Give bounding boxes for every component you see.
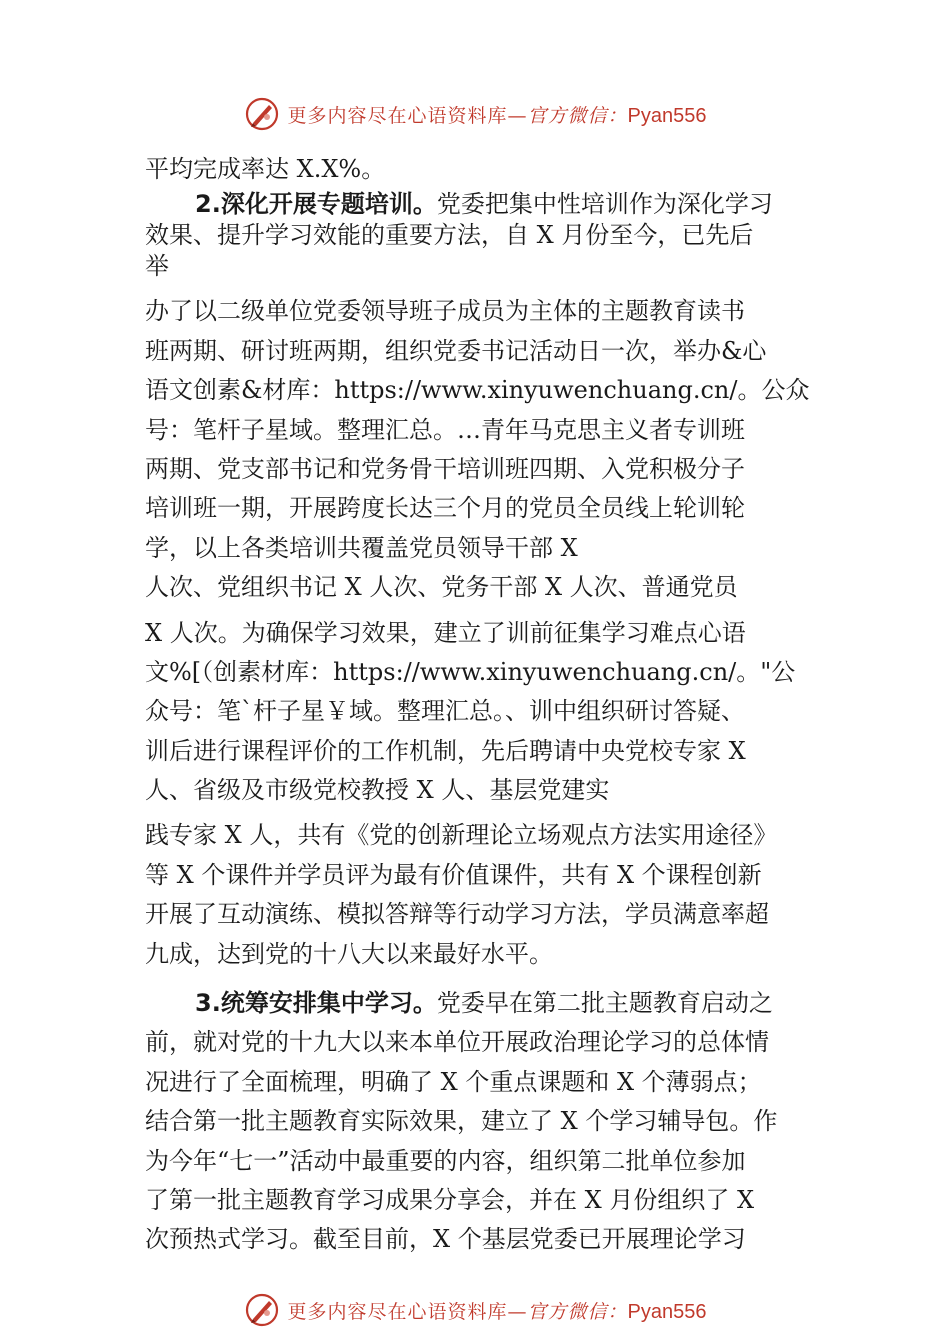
- watermark-wechat-id: Pyan556: [627, 1300, 707, 1323]
- paragraph-2-heading: 2.深化开展专题培训。: [195, 190, 437, 219]
- watermark-header: [0, 94, 950, 134]
- paragraph-2-line-9: 培训班一期，开展跨度长达三个月的党员全员线上轮训轮: [145, 494, 745, 523]
- paragraph-2-line-10: 学，以上各类培训共覆盖党员领导干部 X: [145, 533, 578, 562]
- paragraph-3-line-7: 次预热式学习。截至目前，X 个基层党委已开展理论学习: [145, 1225, 746, 1254]
- paragraph-2-line-19: 开展了互动演练、模拟答辩等行动学习方法，学员满意率超: [145, 900, 769, 929]
- pen-logo-icon: [244, 1292, 280, 1328]
- paragraph-2-line-14: 众号：笔`杆子星￥域。整理汇总。、训中组织研讨答疑、: [145, 697, 745, 726]
- paragraph-2-line-7: 号：笔杆子星域。整理汇总。…青年马克思主义者专训班: [145, 415, 745, 444]
- watermark-title: 更多内容尽在心语资料库: [287, 104, 508, 127]
- paragraph-3-line-5: 为今年“七一”活动中最重要的内容，组织第二批单位参加: [145, 1146, 746, 1175]
- watermark-official: 官方微信：: [527, 104, 628, 127]
- paragraph-2-line-2: 效果、提升学习效能的重要方法，自 X 月份至今，已先后: [145, 221, 754, 250]
- watermark-text: [288, 1297, 707, 1324]
- paragraph-2-line-12: X 人次。为确保学习效果，建立了训前征集学习难点心语: [145, 618, 746, 647]
- watermark-official: 官方微信：: [527, 1300, 628, 1323]
- paragraph-2-line-13: 文%[（创素材库：https://www.xinyuwenchuang.cn/。"公: [145, 657, 796, 686]
- paragraph-2-line-8: 两期、党支部书记和党务骨干培训班四期、入党积极分子: [145, 454, 745, 483]
- paragraph-2-line-3: 举: [145, 252, 169, 281]
- document-body: [145, 150, 810, 1260]
- watermark-title: 更多内容尽在心语资料库: [287, 1300, 508, 1323]
- watermark-separator: —: [507, 1300, 528, 1323]
- paragraph-2-line-4: 办了以二级单位党委领导班子成员为主体的主题教育读书: [145, 297, 745, 326]
- paragraph-2-line-1: [145, 189, 810, 220]
- watermark-wechat-id: Pyan556: [627, 104, 707, 127]
- paragraph-3-line-6: 了第一批主题教育学习成果分享会，并在 X 月份组织了 X: [145, 1185, 755, 1214]
- paragraph-2-line-16: 人、省级及市级党校教授 X 人、基层党建实: [145, 776, 610, 805]
- paragraph-2-text-1: 党委把集中性培训作为深化学习: [436, 190, 773, 219]
- watermark-footer: [0, 1290, 950, 1330]
- pen-logo-icon: [244, 96, 280, 132]
- paragraph-2-line-20: 九成，达到党的十八大以来最好水平。: [145, 939, 553, 968]
- paragraph-2-line-15: 训后进行课程评价的工作机制，先后聘请中央党校专家 X: [145, 736, 746, 765]
- paragraph-2-line-5: 班两期、研讨班两期，组织党委书记活动日一次，举办&心: [145, 336, 767, 365]
- paragraph-3-line-4: 结合第一批主题教育实际效果，建立了 X 个学习辅导包。作: [145, 1107, 778, 1136]
- paragraph-2-line-11: 人次、党组织书记 X 人次、党务干部 X 人次、普通党员: [145, 573, 738, 602]
- paragraph-3-line-2: 前，就对党的十九大以来本单位开展政治理论学习的总体情: [145, 1028, 769, 1057]
- paragraph-3-heading: 3.统筹安排集中学习。: [195, 989, 437, 1018]
- paragraph-3-line-1: [145, 984, 810, 1023]
- paragraph-3-line-3: 况进行了全面梳理，明确了 X 个重点课题和 X 个薄弱点；: [145, 1067, 762, 1096]
- paragraph-1-line-1: 平均完成率达 X.X%。: [145, 155, 386, 183]
- watermark-separator: —: [507, 104, 528, 127]
- paragraph-2-line-17: 践专家 X 人，共有《党的创新理论立场观点方法实用途径》: [145, 821, 778, 850]
- paragraph-3-text-1: 党委早在第二批主题教育启动之: [436, 989, 773, 1018]
- paragraph-2-line-18: 等 X 个课件并学员评为最有价值课件，共有 X 个课程创新: [145, 860, 762, 889]
- paragraph-2-line-6: 语文创素&材库：https://www.xinyuwenchuang.cn/。公众: [145, 376, 810, 405]
- watermark-text: [288, 101, 707, 128]
